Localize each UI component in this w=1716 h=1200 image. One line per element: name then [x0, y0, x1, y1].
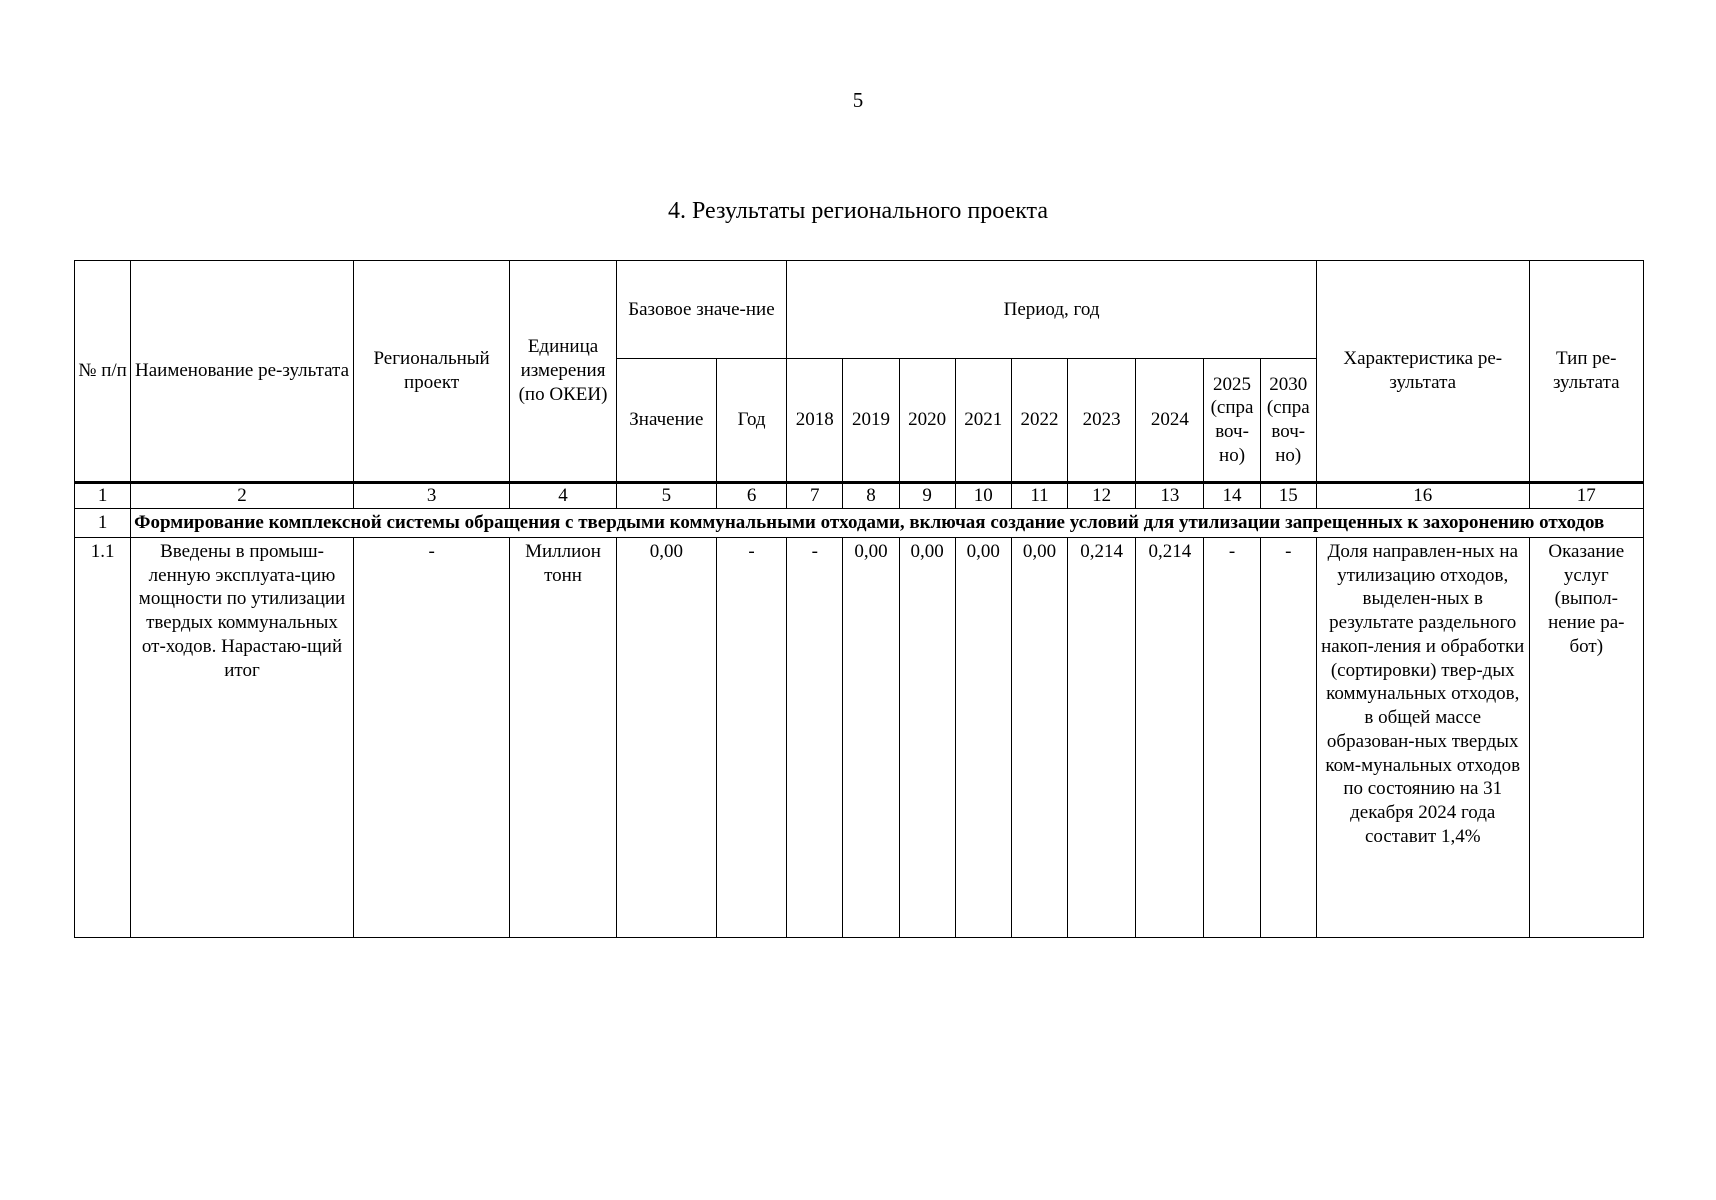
column-number: 16 [1316, 483, 1529, 509]
header-regional-project: Региональный проект [353, 261, 509, 483]
header-year-2023: 2023 [1068, 359, 1136, 483]
column-number: 12 [1068, 483, 1136, 509]
header-year-2022: 2022 [1011, 359, 1067, 483]
result-name: Введены в промыш-ленную эксплуата-цию мощности по утилизации твердых коммунальных от-ходов. Нарастаю-щий итог [131, 537, 354, 937]
header-period: Период, год [787, 261, 1317, 359]
column-number: 17 [1529, 483, 1643, 509]
result-value-2020: 0,00 [899, 537, 955, 937]
result-value-2024: 0,214 [1136, 537, 1204, 937]
header-base-value-year: Год [716, 359, 786, 483]
result-value-2018: - [787, 537, 843, 937]
header-base-value: Базовое значе-ние [616, 261, 787, 359]
result-value-2022: 0,00 [1011, 537, 1067, 937]
result-value-2025: - [1204, 537, 1260, 937]
column-number: 4 [510, 483, 616, 509]
header-name: Наименование ре-зультата [131, 261, 354, 483]
section-row [75, 509, 1644, 538]
table-row [75, 537, 1644, 937]
column-number: 8 [843, 483, 899, 509]
header-year-2020: 2020 [899, 359, 955, 483]
result-base-year: - [716, 537, 786, 937]
header-characteristic: Характеристика ре-зультата [1316, 261, 1529, 483]
column-number: 6 [716, 483, 786, 509]
column-number: 3 [353, 483, 509, 509]
column-number: 13 [1136, 483, 1204, 509]
column-number: 11 [1011, 483, 1067, 509]
result-base-value: 0,00 [616, 537, 716, 937]
header-base-value-value: Значение [616, 359, 716, 483]
header-year-2019: 2019 [843, 359, 899, 483]
row-number: 1.1 [75, 537, 131, 937]
column-number: 1 [75, 483, 131, 509]
header-year-2025: 2025 (спра воч-но) [1204, 359, 1260, 483]
column-number: 2 [131, 483, 354, 509]
result-value-2030: - [1260, 537, 1316, 937]
result-unit: Миллион тонн [510, 537, 616, 937]
header-num: № п/п [75, 261, 131, 483]
column-number: 7 [787, 483, 843, 509]
column-number: 15 [1260, 483, 1316, 509]
column-number: 10 [955, 483, 1011, 509]
header-type: Тип ре-зультата [1529, 261, 1643, 483]
column-numbers-row [75, 483, 1644, 509]
header-row-1 [75, 261, 1644, 359]
column-number: 14 [1204, 483, 1260, 509]
page-title: 4. Результаты регионального проекта [668, 198, 1048, 224]
header-year-2021: 2021 [955, 359, 1011, 483]
column-number: 5 [616, 483, 716, 509]
section-number: 1 [75, 509, 131, 538]
result-value-2021: 0,00 [955, 537, 1011, 937]
header-year-2030: 2030 (спра воч-но) [1260, 359, 1316, 483]
result-regional-project: - [353, 537, 509, 937]
header-year-2018: 2018 [787, 359, 843, 483]
result-characteristic: Доля направлен-ных на утилизацию отходов, выделен-ных в результате раздельного накоп-ления и обработки (сортировки) твер-дых коммунальных отходов, в общей массе образован-ных твердых ком-мунальных отходов по состоянию на 31 декабря 2024 года составит 1,4% [1316, 537, 1529, 937]
result-value-2023: 0,214 [1068, 537, 1136, 937]
result-value-2019: 0,00 [843, 537, 899, 937]
result-type: Оказание услуг (выпол-нение ра-бот) [1529, 537, 1643, 937]
results-table [74, 260, 1644, 938]
section-title: Формирование комплексной системы обращения с твердыми коммунальными отходами, включая создание условий для утилизации запрещенных к захоронению отходов [131, 509, 1644, 538]
header-year-2024: 2024 [1136, 359, 1204, 483]
page-number: 5 [852, 88, 864, 112]
column-number: 9 [899, 483, 955, 509]
header-unit: Единица измерения (по ОКЕИ) [510, 261, 616, 483]
